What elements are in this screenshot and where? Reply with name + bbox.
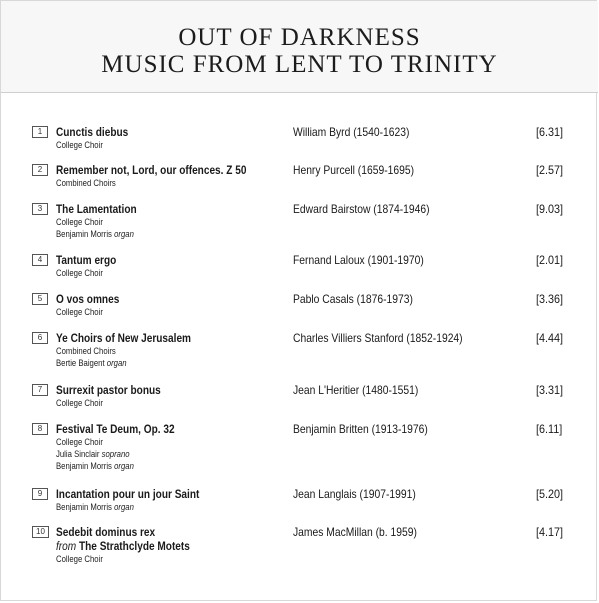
composer: Charles Villiers Stanford (1852-1924) bbox=[293, 331, 463, 345]
track-title bbox=[56, 525, 155, 539]
composer: Henry Purcell (1659-1695) bbox=[293, 163, 415, 177]
track-number-box: 7 bbox=[32, 384, 48, 396]
from-label: from bbox=[56, 539, 77, 553]
performer-line bbox=[56, 460, 134, 472]
performer-name: Benjamin Morris bbox=[56, 229, 112, 239]
composer: James MacMillan (b. 1959) bbox=[293, 525, 417, 539]
performer-name: Benjamin Morris bbox=[56, 502, 112, 512]
track-title bbox=[56, 487, 199, 501]
performer-line bbox=[56, 448, 130, 460]
performer-name: College Choir bbox=[56, 554, 103, 564]
track-title-text: Incantation pour un jour Saint bbox=[56, 487, 200, 501]
track-number-box: 10 bbox=[32, 526, 49, 538]
performer-line bbox=[56, 397, 103, 409]
track-title bbox=[56, 331, 191, 345]
performer-name: Combined Choirs bbox=[56, 346, 116, 356]
track-number-box: 5 bbox=[32, 293, 48, 305]
source-work: The Strathclyde Motets bbox=[78, 539, 190, 553]
performer-role: organ bbox=[114, 229, 134, 239]
performer-line bbox=[56, 306, 103, 318]
track-title-text: Sedebit dominus rex bbox=[56, 525, 156, 539]
track-number-box: 2 bbox=[32, 164, 48, 176]
album-title: OUT OF DARKNESS bbox=[178, 24, 421, 51]
composer: Fernand Laloux (1901-1970) bbox=[293, 253, 424, 267]
performer-line bbox=[56, 139, 103, 151]
track-number-box: 6 bbox=[32, 332, 48, 344]
composer: Jean L'Heritier (1480-1551) bbox=[293, 383, 419, 397]
track-title bbox=[56, 202, 137, 216]
performer-line bbox=[56, 345, 116, 357]
track-title-text: Festival Te Deum, Op. 32 bbox=[56, 422, 175, 436]
performer-name: College Choir bbox=[56, 140, 103, 150]
performer-line bbox=[56, 216, 103, 228]
performer-line bbox=[56, 177, 116, 189]
performer-name: College Choir bbox=[56, 268, 103, 278]
performer-line bbox=[56, 553, 103, 565]
track-duration: [2.01] bbox=[536, 253, 564, 267]
track-title-source bbox=[56, 539, 190, 553]
performer-role: organ bbox=[106, 358, 127, 368]
composer: Jean Langlais (1907-1991) bbox=[293, 487, 416, 501]
composer: Edward Bairstow (1874-1946) bbox=[293, 202, 430, 216]
performer-name: College Choir bbox=[56, 437, 103, 447]
performer-name: College Choir bbox=[56, 398, 103, 408]
track-title-text: The Lamentation bbox=[56, 202, 137, 216]
track-number-box: 1 bbox=[32, 126, 48, 138]
performer-line bbox=[56, 501, 134, 513]
track-number-box: 9 bbox=[32, 488, 48, 500]
track-duration: [5.20] bbox=[536, 487, 564, 501]
track-title-text: O vos omnes bbox=[56, 292, 120, 306]
track-duration: [4.44] bbox=[536, 331, 564, 345]
track-duration: [3.31] bbox=[536, 383, 564, 397]
performer-line bbox=[56, 228, 134, 240]
track-title-text: Ye Choirs of New Jerusalem bbox=[56, 331, 192, 345]
performer-line bbox=[56, 267, 103, 279]
performer-line bbox=[56, 436, 103, 448]
track-title-text: Cunctis diebus bbox=[56, 125, 129, 139]
track-title bbox=[56, 383, 161, 397]
composer: Benjamin Britten (1913-1976) bbox=[293, 422, 428, 436]
performer-name: Benjamin Morris bbox=[56, 461, 112, 471]
performer-name: Julia Sinclair bbox=[56, 449, 100, 459]
track-title bbox=[56, 163, 246, 177]
performer-name: Bertie Baigent bbox=[56, 358, 105, 368]
track-number-box: 4 bbox=[32, 254, 48, 266]
track-duration: [4.17] bbox=[536, 525, 564, 539]
track-duration: [2.57] bbox=[536, 163, 564, 177]
track-title bbox=[56, 422, 175, 436]
track-title-text: Surrexit pastor bonus bbox=[56, 383, 161, 397]
track-number-box: 8 bbox=[32, 423, 48, 435]
performer-line bbox=[56, 357, 127, 369]
track-title bbox=[56, 253, 116, 267]
performer-role: soprano bbox=[101, 449, 130, 459]
track-duration: [3.36] bbox=[536, 292, 564, 306]
composer: Pablo Casals (1876-1973) bbox=[293, 292, 413, 306]
track-number-box: 3 bbox=[32, 203, 48, 215]
composer: William Byrd (1540-1623) bbox=[293, 125, 410, 139]
performer-name: College Choir bbox=[56, 307, 103, 317]
track-duration: [6.11] bbox=[536, 422, 563, 436]
performer-name: Combined Choirs bbox=[56, 178, 116, 188]
track-duration: [9.03] bbox=[536, 202, 564, 216]
performer-role: organ bbox=[114, 461, 134, 471]
track-duration: [6.31] bbox=[536, 125, 564, 139]
header-band bbox=[1, 1, 598, 93]
track-title bbox=[56, 292, 119, 306]
performer-role: organ bbox=[114, 502, 134, 512]
track-title bbox=[56, 125, 128, 139]
album-subtitle: MUSIC FROM LENT TO TRINITY bbox=[101, 51, 498, 78]
track-title-text: Tantum ergo bbox=[56, 253, 117, 267]
track-title-text: Remember not, Lord, our offences. Z 50 bbox=[56, 163, 247, 177]
performer-name: College Choir bbox=[56, 217, 103, 227]
